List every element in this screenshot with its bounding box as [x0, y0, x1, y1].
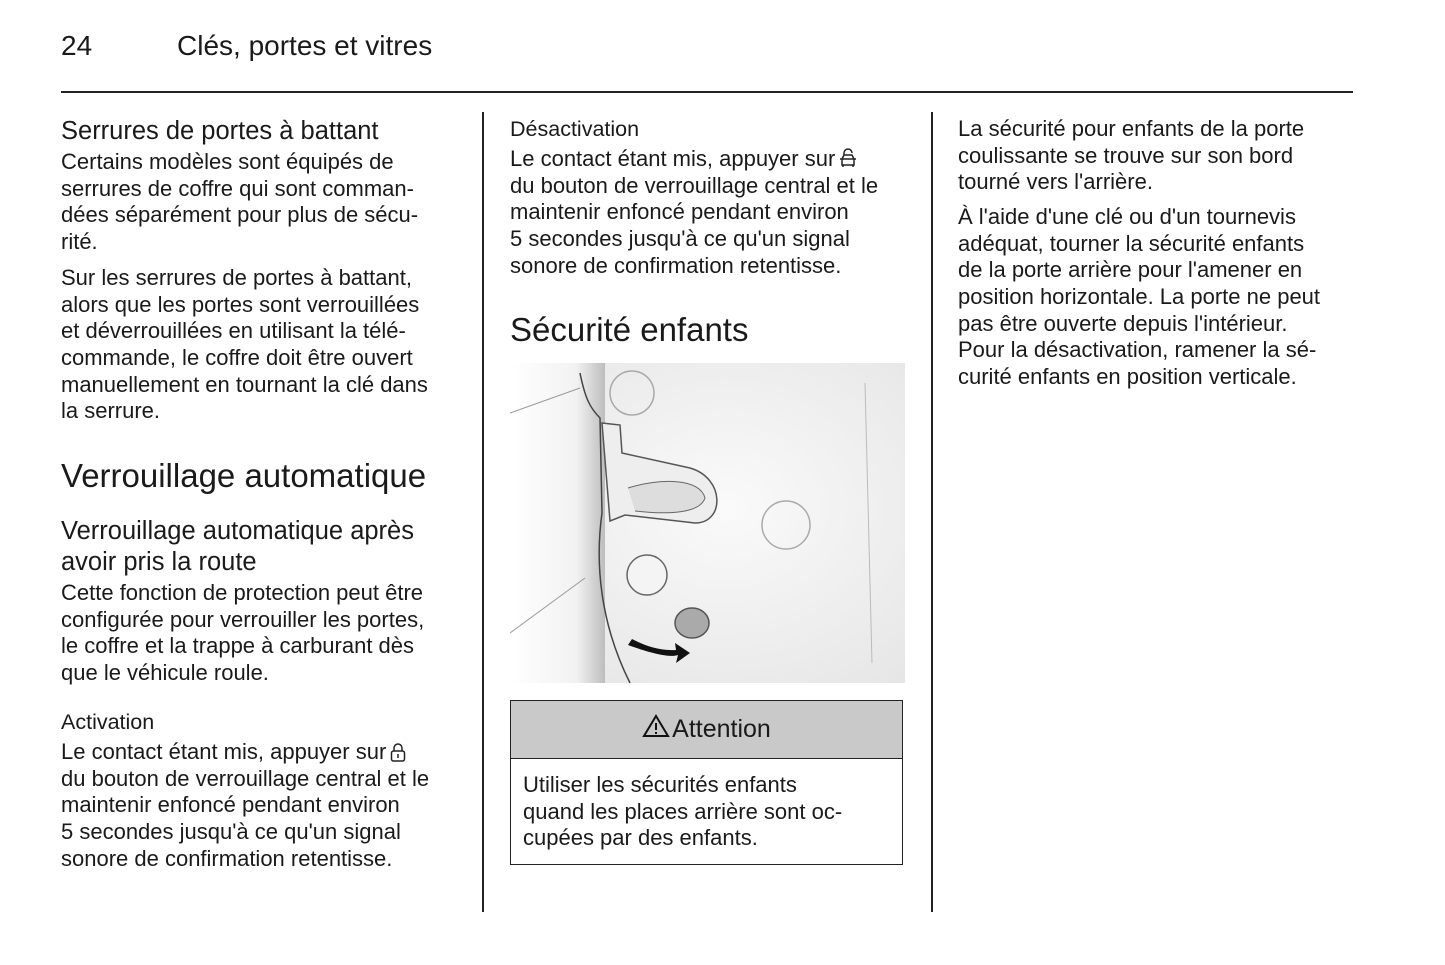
text-line: configurée pour verrouiller les portes,	[61, 606, 425, 632]
warning-box	[510, 700, 903, 865]
text-line: pas être ouverte depuis l'intérieur.	[958, 310, 1288, 336]
section-heading: Serrures de portes à battant	[61, 117, 379, 145]
text-line: du bouton de verrouillage central et le	[61, 765, 430, 791]
text-line: Pour la désactivation, ramener la sé-	[958, 337, 1317, 363]
paragraph	[958, 116, 1304, 196]
text-line: la serrure.	[61, 398, 161, 424]
section-title: Verrouillage automatique	[61, 457, 427, 494]
text-line: À l'aide d'une clé ou d'un tournevis	[958, 204, 1296, 229]
warning-title: Attention	[672, 715, 771, 743]
text-line: que le véhicule roule.	[61, 660, 269, 686]
text-line: commande, le coffre doit être ouvert	[61, 345, 413, 371]
section-title: Sécurité enfants	[510, 311, 749, 348]
text-line: 5 secondes jusqu'à ce qu'un signal	[510, 226, 850, 252]
deactivation-heading: Désactivation	[510, 117, 640, 141]
text-line: curité enfants en position verticale.	[958, 364, 1297, 390]
text-line: du bouton de verrouillage central et le	[510, 172, 879, 198]
text-line	[61, 739, 429, 766]
warning-text	[523, 772, 842, 852]
chapter-title: Clés, portes et vitres	[177, 30, 433, 61]
text-line	[510, 146, 878, 173]
text-line: et déverrouillées en utilisant la télé-	[61, 318, 406, 344]
lock-icon	[390, 742, 406, 769]
text: Le contact étant mis, appuyer sur	[61, 739, 387, 764]
text-line: le coffre et la trappe à carburant dès	[61, 633, 415, 659]
column-divider	[482, 112, 484, 912]
text-line: La sécurité pour enfants de la porte	[958, 116, 1305, 141]
child-lock-illustration	[510, 363, 905, 683]
text-line: tourné vers l'arrière.	[958, 169, 1153, 195]
text-line: 5 secondes jusqu'à ce qu'un signal	[61, 819, 401, 845]
text-line: Utiliser les sécurités enfants	[523, 772, 797, 797]
warning-triangle-icon	[642, 714, 670, 745]
text-line: rité.	[61, 229, 98, 255]
text-line: alors que les portes sont verrouillées	[61, 291, 420, 317]
header-rule	[61, 91, 1353, 93]
subsection-heading	[61, 516, 414, 578]
text: Le contact étant mis, appuyer sur	[510, 146, 836, 171]
text-line: maintenir enfoncé pendant environ	[510, 199, 849, 225]
text-line: Cette fonction de protection peut être	[61, 580, 424, 605]
text-line: coulissante se trouve sur son bord	[958, 142, 1294, 168]
paragraph	[61, 149, 418, 256]
text-line: avoir pris la route	[61, 548, 257, 576]
text-line: position horizontale. La porte ne peut	[958, 284, 1321, 310]
column-divider	[931, 112, 933, 912]
text-line: sonore de confirmation retentisse.	[61, 845, 393, 871]
paragraph	[61, 265, 428, 425]
text-line: dées séparément pour plus de sécu-	[61, 202, 419, 228]
text-line: adéquat, tourner la sécurité enfants	[958, 230, 1305, 256]
paragraph	[61, 739, 429, 872]
text-line: maintenir enfoncé pendant environ	[61, 792, 400, 818]
text-line: de la porte arrière pour l'amener en	[958, 257, 1303, 283]
text-line: Verrouillage automatique après	[61, 517, 414, 545]
paragraph	[510, 146, 878, 279]
text-line: manuellement en tournant la clé dans	[61, 371, 428, 397]
activation-heading: Activation	[61, 710, 155, 734]
text-line: cupées par des enfants.	[523, 825, 758, 851]
text-line: quand les places arrière sont oc-	[523, 798, 843, 824]
page-number: 24	[61, 30, 93, 61]
text-line: Certains modèles sont équipés de	[61, 149, 394, 174]
paragraph	[61, 580, 424, 687]
warning-header	[511, 701, 902, 759]
text-line: serrures de coffre qui sont comman-	[61, 175, 414, 201]
text-line: Sur les serrures de portes à battant,	[61, 265, 412, 290]
paragraph	[958, 204, 1320, 391]
text-line: sonore de confirmation retentisse.	[510, 252, 842, 278]
unlock-car-icon	[839, 147, 857, 176]
